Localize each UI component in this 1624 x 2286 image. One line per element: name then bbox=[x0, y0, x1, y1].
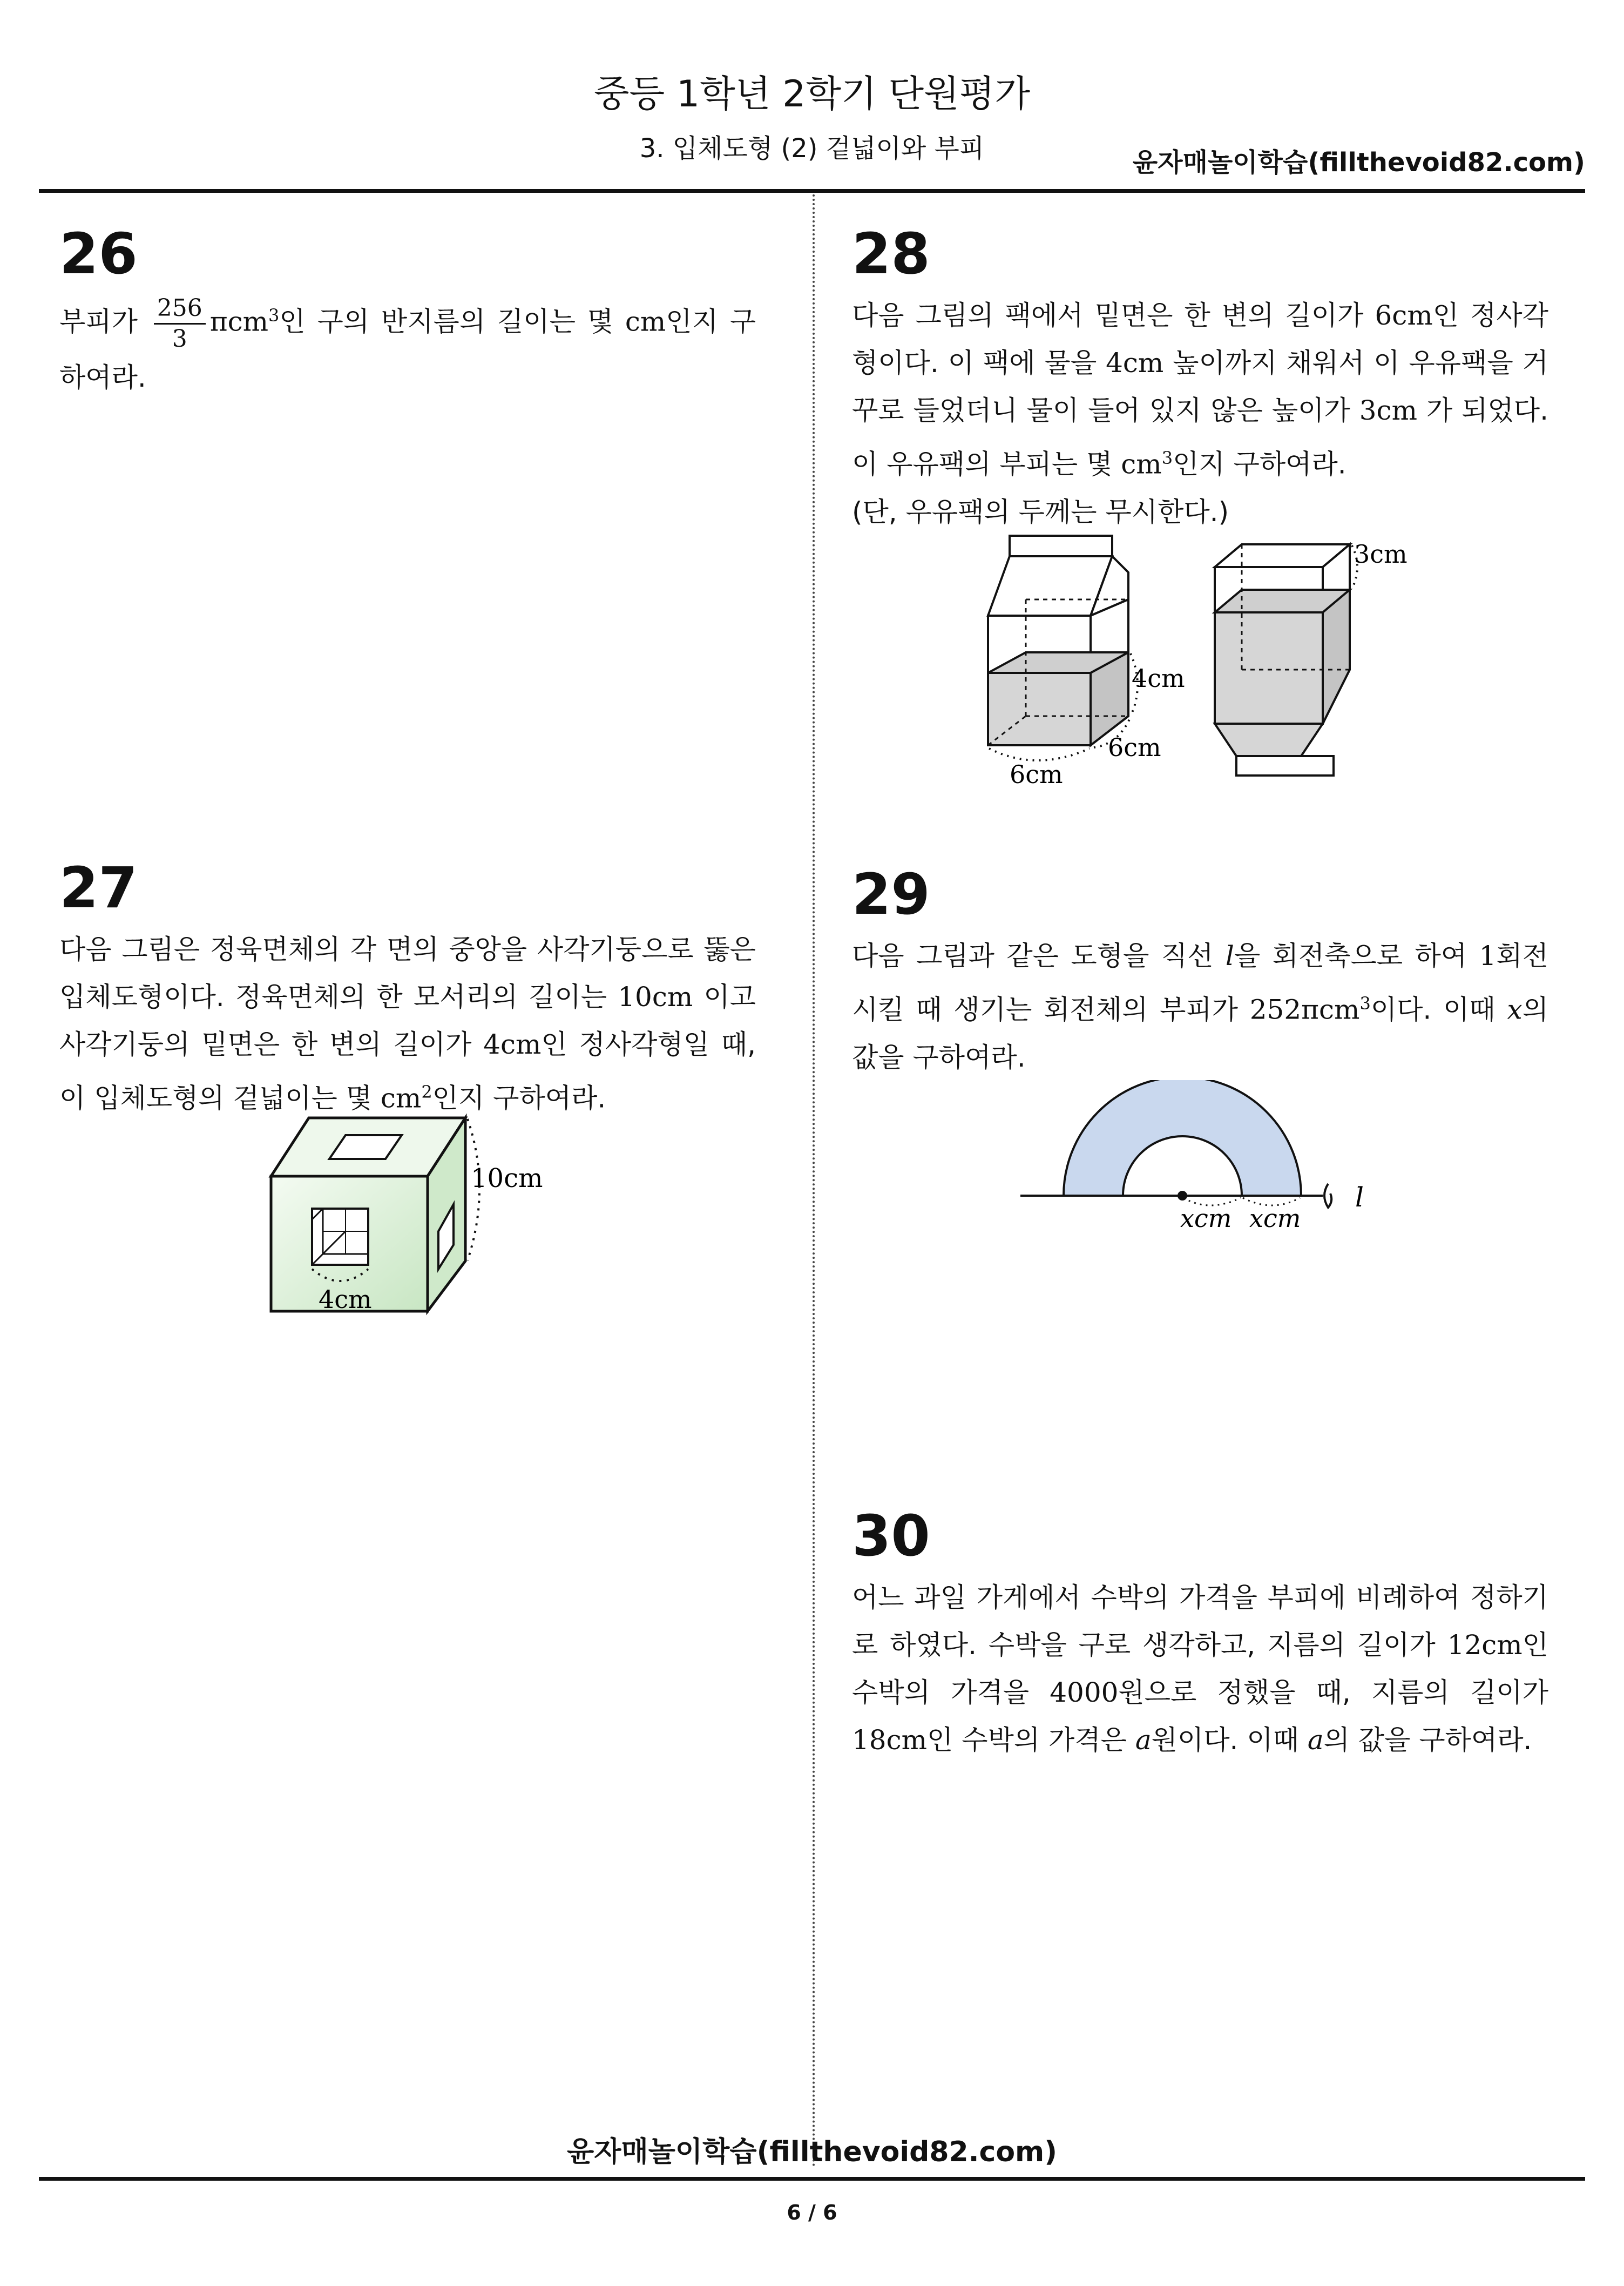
center-point bbox=[1178, 1191, 1187, 1201]
text-segment: 인 수박의 가격을 bbox=[852, 1629, 1548, 1708]
header-rule bbox=[39, 189, 1585, 193]
carton-b-roof bbox=[1215, 724, 1323, 756]
outer-width-label: xcm bbox=[1249, 1204, 1301, 1233]
math-unit: cm bbox=[625, 306, 666, 338]
question-text bbox=[852, 1574, 1548, 1764]
math-expression: 1 bbox=[1479, 940, 1497, 972]
math-expression: 4cm bbox=[1106, 347, 1164, 379]
text-segment: 다음 그림은 정육면체의 각 면의 중앙을 사각기둥으로 뚫은 입체도형이다. 정육면체의 한 모서리의 길이는 bbox=[59, 934, 756, 1013]
text-segment: 이다. 이때 bbox=[1370, 994, 1496, 1026]
math-variable: a bbox=[1307, 1724, 1324, 1756]
math-expression: 12cm bbox=[1447, 1629, 1522, 1661]
footer-rule bbox=[39, 2177, 1585, 2181]
text-segment: 인지 구하여라. bbox=[59, 306, 756, 393]
text-segment: 인지 구하여라. bbox=[1173, 448, 1346, 480]
question-text bbox=[59, 292, 756, 401]
water-height-label: 4cm bbox=[1132, 664, 1185, 693]
text-segment: 인 수박의 가격은 bbox=[927, 1724, 1127, 1756]
math-expression: 18cm bbox=[852, 1724, 928, 1756]
perforated-cube-figure bbox=[265, 1107, 567, 1323]
math-expression: 3cm bbox=[1359, 395, 1417, 426]
fraction-numerator: 256 bbox=[154, 294, 206, 325]
text-segment: 부피가 bbox=[59, 306, 138, 338]
page-title: 중등 1학년 2학기 단원평가 bbox=[593, 73, 1031, 116]
question-27 bbox=[59, 855, 756, 1122]
text-segment: 다음 그림과 같은 도형을 직선 bbox=[852, 940, 1214, 972]
footer-brand: 윤자매놀이학습(fillthevoid82.com) bbox=[566, 2136, 1057, 2168]
text-segment: 원으로 정했을 때, 지름의 길이가 bbox=[1118, 1677, 1548, 1708]
carton-b-bottom-flap bbox=[1236, 756, 1334, 776]
question-30 bbox=[852, 1503, 1548, 1764]
question-number: 26 bbox=[59, 221, 138, 287]
math-expression: πcm bbox=[209, 306, 269, 338]
math-superscript: 3 bbox=[268, 305, 280, 326]
page-subtitle: 3. 입체도형 (2) 겉넓이와 부피 bbox=[639, 133, 985, 164]
question-number: 28 bbox=[852, 221, 930, 287]
question-28 bbox=[852, 221, 1548, 536]
text-segment: 인 구의 반지름의 길이는 몇 bbox=[279, 306, 613, 338]
half-ring-figure bbox=[1020, 1080, 1431, 1242]
text-segment: 을 회전축으로 하여 bbox=[1234, 940, 1467, 972]
empty-height-label: 3cm bbox=[1354, 540, 1408, 569]
width-arc bbox=[989, 748, 1090, 760]
carton-a-top-flap bbox=[1010, 536, 1112, 556]
text-segment: 인 정사각형일 때, 이 입체도형의 겉넓이는 몇 bbox=[59, 1029, 756, 1114]
text-segment: 어느 과일 가게에서 수박의 가격을 부피에 비례하여 정하기로 하였다. 수박을 구로 생각하고, 지름의 길이가 bbox=[852, 1582, 1548, 1661]
column-divider bbox=[813, 194, 815, 2168]
text-segment: (단, 우유팩의 두께는 무시한다.) bbox=[852, 496, 1229, 528]
text-segment: 의 값을 구하여라. bbox=[1323, 1724, 1532, 1756]
edge-length-label: 10cm bbox=[471, 1163, 543, 1193]
question-29 bbox=[852, 861, 1548, 1081]
fraction bbox=[154, 294, 206, 354]
text-segment: 원이다. 이때 bbox=[1151, 1724, 1299, 1756]
question-number: 29 bbox=[852, 861, 930, 927]
question-26 bbox=[59, 221, 756, 401]
carton-b-water-side bbox=[1323, 590, 1350, 724]
text-segment: 회전 시킬 때 생기는 회전체의 부피가 bbox=[852, 940, 1548, 1026]
question-text bbox=[852, 292, 1548, 536]
math-variable: a bbox=[1135, 1724, 1152, 1756]
axis-label: l bbox=[1355, 1182, 1364, 1213]
question-text bbox=[852, 932, 1548, 1081]
math-expression: 4000 bbox=[1050, 1677, 1119, 1708]
question-number: 27 bbox=[59, 855, 138, 921]
math-expression: 4cm bbox=[483, 1029, 542, 1060]
milk-carton-figure bbox=[983, 518, 1431, 799]
question-text bbox=[59, 926, 756, 1122]
math-variable: l bbox=[1225, 940, 1234, 972]
text-segment: 가 되었다. 이 우유팩의 부피는 몇 bbox=[852, 395, 1548, 480]
header-brand: 윤자매놀이학습(fillthevoid82.com) bbox=[1132, 147, 1585, 178]
math-expression: 252πcm bbox=[1249, 994, 1360, 1026]
fraction-denominator: 3 bbox=[172, 325, 187, 353]
text-segment: 인지 구하여라. bbox=[432, 1082, 606, 1114]
math-variable: x bbox=[1507, 994, 1522, 1026]
text-segment: 의 값을 구하여라. bbox=[852, 994, 1548, 1073]
math-expression: cm bbox=[380, 1082, 422, 1114]
half-ring-shape bbox=[1064, 1080, 1301, 1196]
text-segment: 이고 사각기둥의 밑면은 한 변의 길이가 bbox=[59, 981, 756, 1060]
text-segment: 높이까지 채워서 이 우유팩을 거꾸로 들었더니 물이 들어 있지 않은 높이가 bbox=[852, 347, 1548, 426]
text-segment: 인 정사각형이다. 이 팩에 물을 bbox=[852, 300, 1548, 379]
math-expression: 10cm bbox=[618, 981, 693, 1013]
depth-label: 6cm bbox=[1108, 733, 1161, 762]
inner-radius-label: xcm bbox=[1180, 1204, 1232, 1233]
page-number: 6 / 6 bbox=[787, 2201, 837, 2224]
carton-b-water-front bbox=[1215, 612, 1323, 724]
hole-length-label: 4cm bbox=[319, 1285, 372, 1314]
math-expression: cm bbox=[1121, 448, 1162, 480]
text-segment: 다음 그림의 팩에서 밑면은 한 변의 길이가 bbox=[852, 300, 1364, 331]
rotation-arrow-icon bbox=[1324, 1184, 1331, 1208]
math-superscript: 3 bbox=[1161, 448, 1173, 468]
math-expression: 6cm bbox=[1375, 300, 1433, 331]
width-label: 6cm bbox=[1010, 760, 1063, 789]
math-superscript: 3 bbox=[1359, 993, 1371, 1014]
math-superscript: 2 bbox=[421, 1082, 432, 1102]
question-number: 30 bbox=[852, 1503, 930, 1569]
